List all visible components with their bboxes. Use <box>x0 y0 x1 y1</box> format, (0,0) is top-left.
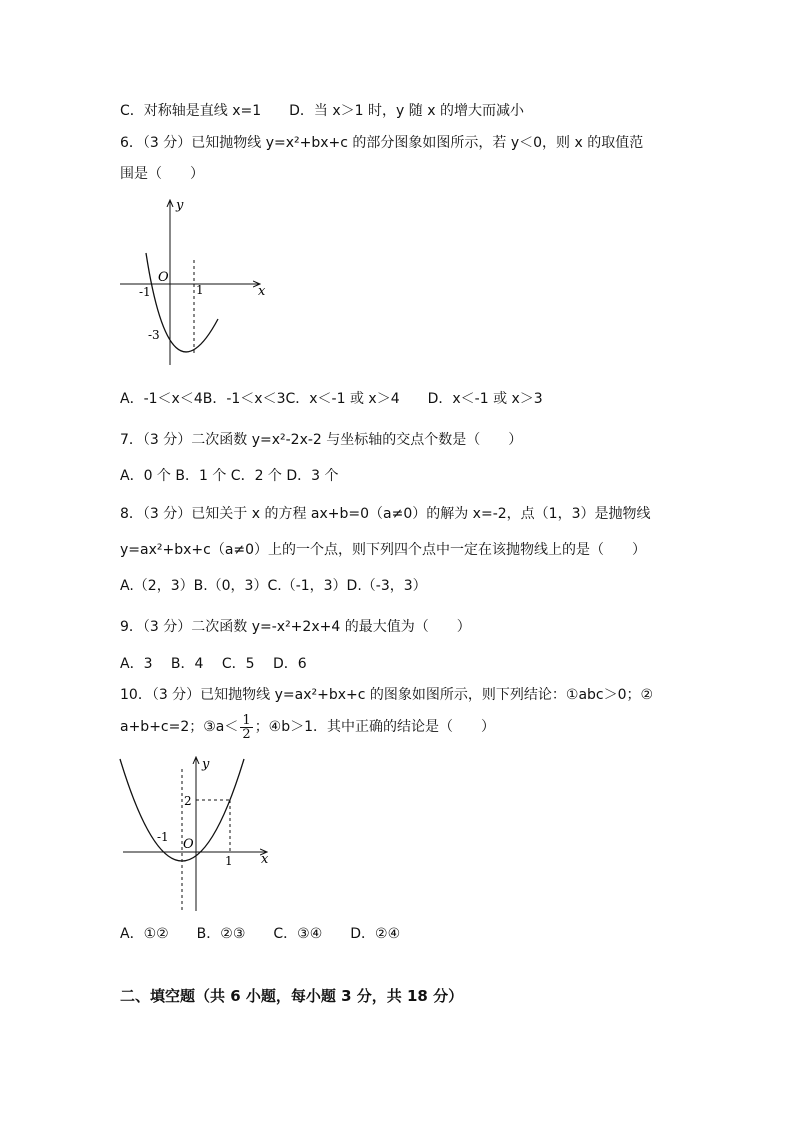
q7-options: A．0 个 B．1 个 C．2 个 D．3 个 <box>120 468 339 484</box>
q10-fraction-numerator: 1 <box>242 712 251 728</box>
q8-stem-line2: y=ax²+bx+c（a≠0）上的一个点，则下列四个点中一定在该抛物线上的是（ ） <box>120 542 647 558</box>
q6-label-neg3: -3 <box>148 328 160 342</box>
q6-x-label: x <box>258 284 266 299</box>
q7-stem: 7．（3 分）二次函数 y=x²-2x-2 与坐标轴的交点个数是（ ） <box>120 432 523 448</box>
q10-label-2: 2 <box>184 794 192 808</box>
q10-stem-line2-b: ；④b＞1．其中正确的结论是（ ） <box>254 719 496 735</box>
q8-stem-line1: 8．（3 分）已知关于 x 的方程 ax+b=0（a≠0）的解为 x=-2，点（1，3）是抛物线 <box>120 506 651 522</box>
q10-origin-label: O <box>183 837 194 852</box>
q6-stem-line2: 围是（ ） <box>120 166 204 182</box>
q6-options: A．-1＜x＜4B．-1＜x＜3C．x＜-1 或 x＞4 D．x＜-1 或 x＞3 <box>120 391 543 407</box>
q10-y-label: y <box>202 757 210 772</box>
q10-parabola <box>120 759 244 861</box>
q10-parabola-graph <box>115 753 280 918</box>
q10-stem-line1: 10．（3 分）已知抛物线 y=ax²+bx+c 的图象如图所示，则下列结论：①abc＞0；② <box>120 687 654 703</box>
q10-label-neg1: -1 <box>157 830 169 844</box>
q6-label-neg1: -1 <box>139 285 151 299</box>
q10-label-1: 1 <box>225 854 233 868</box>
q9-options: A．3 B．4 C．5 D．6 <box>120 656 307 672</box>
q6-parabola-graph <box>115 195 275 373</box>
q6-label-1: 1 <box>196 283 204 297</box>
q6-origin-label: O <box>158 270 169 285</box>
q10-stem-line2-a: a+b+c=2；③a＜ <box>120 719 239 735</box>
q10-fraction-denominator: 2 <box>242 726 251 742</box>
q5-options-cd: C．对称轴是直线 x=1 D．当 x＞1 时，y 随 x 的增大而减小 <box>120 103 524 119</box>
q8-options: A.（2，3）B.（0，3）C.（-1，3）D.（-3，3） <box>120 578 427 594</box>
q10-options: A．①② B．②③ C．③④ D．②④ <box>120 926 401 942</box>
section2-title: 二、填空题（共 6 小题，每小题 3 分，共 18 分） <box>120 987 464 1005</box>
q10-stem-line2 <box>120 713 495 741</box>
q10-fraction-one-half <box>240 714 252 741</box>
q9-stem: 9．（3 分）二次函数 y=-x²+2x+4 的最大值为（ ） <box>120 619 471 635</box>
q6-stem-line1: 6．（3 分）已知抛物线 y=x²+bx+c 的部分图象如图所示，若 y＜0，则 x 的取值范 <box>120 135 644 151</box>
q6-y-label: y <box>176 198 184 213</box>
q10-x-label: x <box>261 852 269 867</box>
